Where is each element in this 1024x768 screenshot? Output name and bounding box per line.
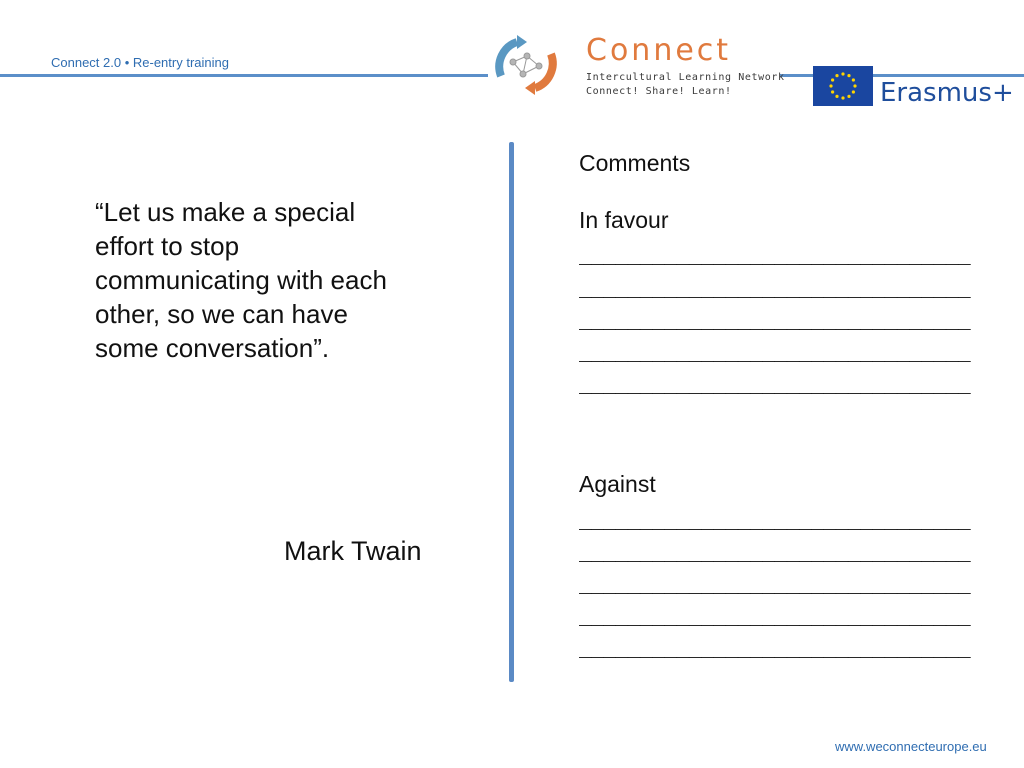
eu-star-icon — [852, 90, 855, 93]
brand-tagline-2: Connect! Share! Learn! — [586, 86, 732, 97]
quote-author: Mark Twain — [284, 536, 422, 566]
favour-blank-line: ________________________________ — [579, 340, 971, 362]
in-favour-label: In favour — [579, 207, 669, 233]
eu-star-icon — [847, 74, 850, 77]
eu-star-icon — [853, 84, 856, 87]
eu-star-icon — [852, 78, 855, 81]
eu-star-icon — [841, 96, 844, 99]
eu-star-icon — [841, 72, 844, 75]
quote-line: some conversation”. — [95, 333, 330, 363]
comments-title: Comments — [579, 150, 691, 176]
vertical-divider — [509, 142, 514, 682]
quote-line: communicating with each — [95, 265, 387, 295]
eu-flag-icon — [813, 66, 873, 106]
eu-star-icon — [831, 78, 834, 81]
quote-line: “Let us make a special — [95, 197, 356, 227]
eu-star-icon — [847, 95, 850, 98]
favour-blank-line: ________________________________ — [579, 243, 971, 265]
favour-blank-line: ________________________________ — [579, 308, 971, 330]
against-label: Against — [579, 471, 656, 497]
eu-star-icon — [829, 84, 832, 87]
brand-name: Connect — [586, 33, 732, 68]
eu-star-icon — [835, 74, 838, 77]
against-blank-line: ________________________________ — [579, 572, 971, 594]
favour-blank-line: ________________________________ — [579, 276, 971, 298]
against-blank-line: ________________________________ — [579, 540, 971, 562]
header-rule-left — [0, 74, 488, 77]
quote-block — [95, 195, 435, 365]
quote-line: other, so we can have — [95, 299, 348, 329]
favour-blank-line: ________________________________ — [579, 372, 971, 394]
eu-star-icon — [835, 95, 838, 98]
against-blank-line: ________________________________ — [579, 604, 971, 626]
connect-logo-icon — [487, 32, 565, 98]
brand-tagline-1: Intercultural Learning Network — [586, 72, 785, 83]
erasmus-logo-text: Erasmus+ — [880, 78, 1014, 108]
against-blank-line: ________________________________ — [579, 636, 971, 658]
eu-star-icon — [831, 90, 834, 93]
header-label: Connect 2.0 • Re-entry training — [51, 55, 229, 70]
quote-line: effort to stop — [95, 231, 240, 261]
against-blank-line: ________________________________ — [579, 508, 971, 530]
footer-url-link[interactable]: www.weconnecteurope.eu — [835, 739, 987, 754]
